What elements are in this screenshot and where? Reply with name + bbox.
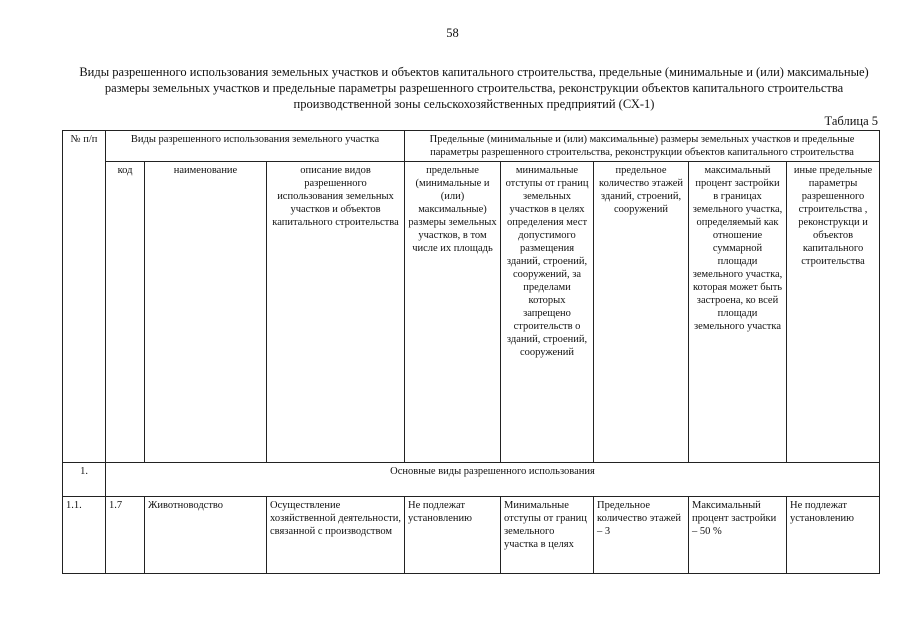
table-row: [63, 497, 880, 574]
header-setbacks: минимальные отступы от границ земельных участков в целях определения мест допустимого размещения зданий, строений, сооружений, за пределами которых запрещено строительств о зданий, строений, сооружений: [501, 162, 594, 463]
document-title: Виды разрешенного использования земельных участков и объектов капитального строительства, предельные (минимальные и (или) максимальные) размеры земельных участков и предельные параметры разрешенного строительства, реконструкции объектов капитального строительства производственной зоны сельскохозяйственных предприятий (СХ-1): [79, 65, 869, 111]
land-use-table: [62, 130, 880, 574]
header-name: наименование: [145, 162, 267, 463]
row-other: Не подлежат установлению: [787, 497, 880, 574]
header-floors: предельное количество этажей зданий, строений, сооружений: [594, 162, 689, 463]
row-description: Осуществление хозяйственной деятельности, связанной с производством: [267, 497, 405, 574]
header-code: код: [106, 162, 145, 463]
header-sizes: предельные (минимальные и (или) максимальные) размеры земельных участков, в том числе их площадь: [405, 162, 501, 463]
header-description: описание видов разрешенного использования земельных участков и объектов капитального строительства: [267, 162, 405, 463]
section-title: Основные виды разрешенного использования: [106, 463, 880, 497]
row-num: 1.1.: [63, 497, 106, 574]
header-group-use-types: Виды разрешенного использования земельного участка: [106, 131, 405, 162]
row-coverage: Максимальный процент застройки – 50 %: [689, 497, 787, 574]
row-code: 1.7: [106, 497, 145, 574]
header-group-limits: Предельные (минимальные и (или) максимальные) размеры земельных участков и предельные параметры разрешенного строительства, реконструкции объектов капитального строительства: [405, 131, 880, 162]
row-setbacks: Минимальные отступы от границ земельного участка в целях: [501, 497, 594, 574]
row-name: Животноводство: [145, 497, 267, 574]
header-coverage: максимальный процент застройки в границах земельного участка, определяемый как отношение суммарной площади земельного участка, которая может быть застроена, ко всей площади земельного участка: [689, 162, 787, 463]
row-floors: Предельное количество этажей – 3: [594, 497, 689, 574]
row-sizes: Не подлежат установлению: [405, 497, 501, 574]
header-row-groups: [63, 131, 880, 162]
section-num: 1.: [63, 463, 106, 497]
section-row: [63, 463, 880, 497]
header-row-sub: [63, 162, 880, 463]
table-label: Таблица 5: [824, 114, 878, 128]
header-num: № п/п: [63, 131, 106, 463]
header-other: иные предельные параметры разрешенного строительства , реконструкци и объектов капитального строительства: [787, 162, 880, 463]
page-number: 58: [446, 26, 459, 40]
